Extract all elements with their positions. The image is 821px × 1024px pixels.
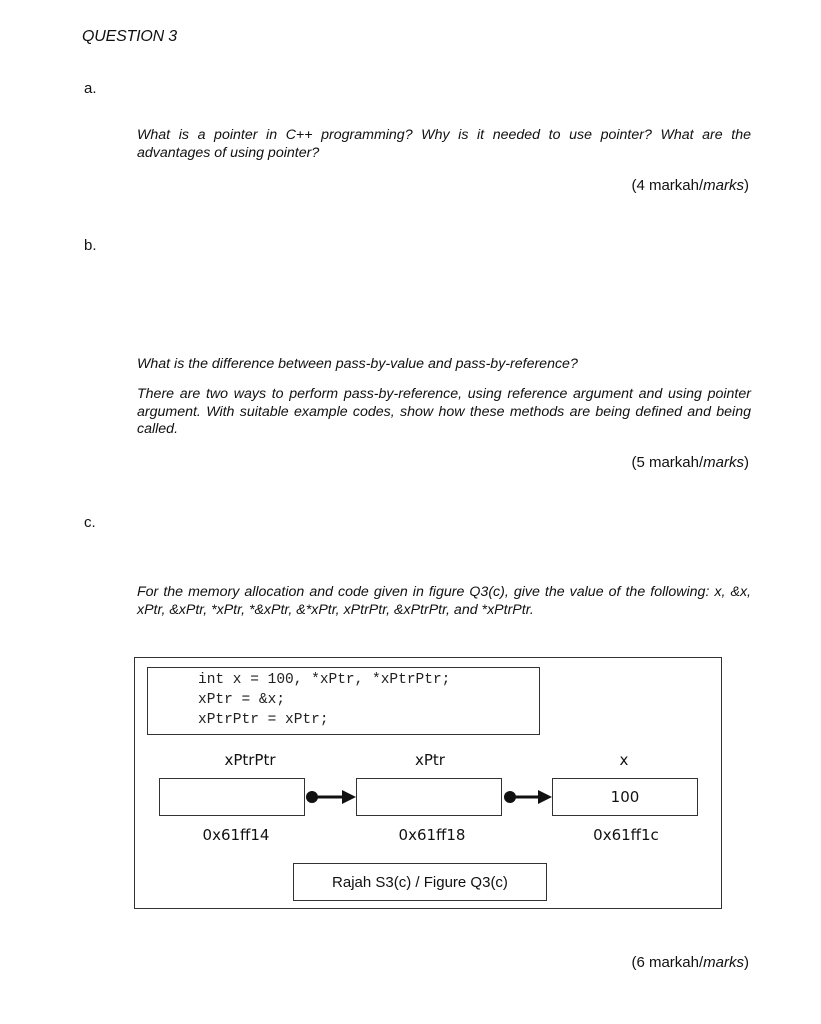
part-a-marks: (4 markah/marks) [631, 177, 749, 194]
part-b-label: b. [84, 237, 97, 254]
part-b-marks: (5 markah/marks) [631, 454, 749, 471]
address-x: 0x61ff1c [593, 826, 659, 844]
pointer-arrow-2 [498, 787, 558, 807]
address-xptr: 0x61ff18 [398, 826, 466, 844]
code-line-2: xPtr = &x; [198, 692, 286, 708]
address-xptrptr: 0x61ff14 [202, 826, 270, 844]
var-name-x: x [619, 751, 629, 769]
var-name-xptrptr: xPtrPtr [224, 751, 276, 769]
part-c-marks: (6 markah/marks) [631, 954, 749, 971]
memory-cell-xptrptr [159, 778, 305, 816]
code-line-1: int x = 100, *xPtr, *xPtrPtr; [198, 672, 451, 688]
memory-cell-xptr [356, 778, 502, 816]
part-a-label: a. [84, 80, 97, 97]
figure-caption: Rajah S3(c) / Figure Q3(c) [293, 863, 547, 901]
memory-cell-x: 100 [552, 778, 698, 816]
pointer-arrow-1 [300, 787, 360, 807]
var-name-xptr: xPtr [415, 751, 445, 769]
code-line-3: xPtrPtr = xPtr; [198, 712, 329, 728]
part-c-label: c. [84, 514, 96, 531]
question-title: QUESTION 3 [82, 28, 177, 45]
part-c-question: For the memory allocation and code given in figure Q3(c), give the value of the following: x, &x, xPtr, &xPtr, *xPtr, *&xPtr, &*xPtr, xPtrPtr, &xPtrPtr, and *xPtrPtr. [137, 584, 751, 618]
part-a-question: What is a pointer in C++ programming? Why is it needed to use pointer? What are the advantages of using pointer? [137, 127, 751, 161]
part-b-question-1: What is the difference between pass-by-value and pass-by-reference? [137, 356, 578, 372]
part-b-question-2: There are two ways to perform pass-by-reference, using reference argument and using pointer argument. With suitable example codes, show how these methods are being defined and being called. [137, 386, 751, 437]
